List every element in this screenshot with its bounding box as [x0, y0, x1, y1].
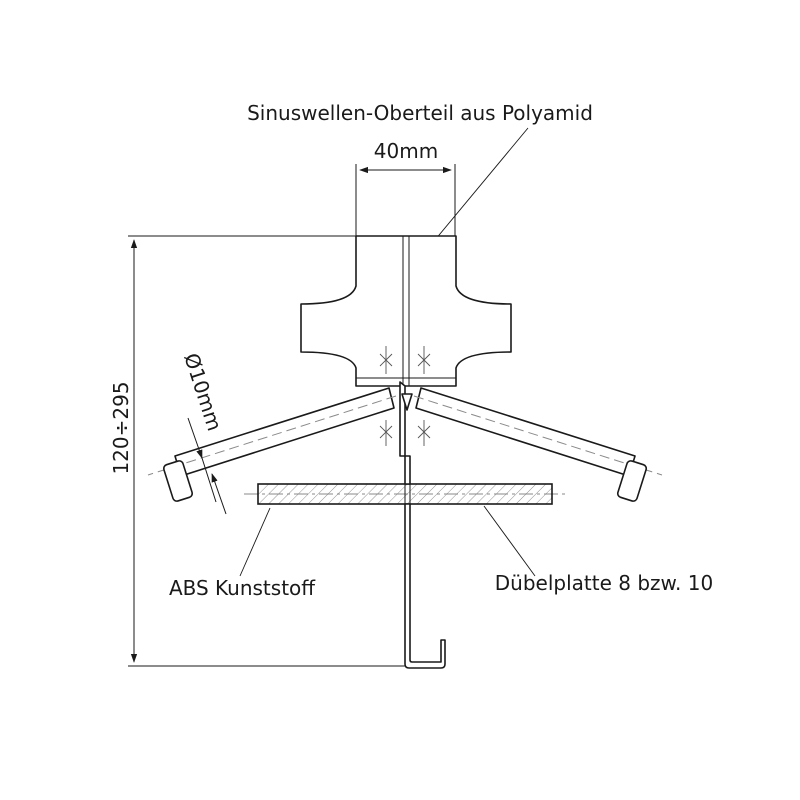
- plastic-leader: [240, 508, 270, 576]
- steel-hook: [400, 382, 445, 668]
- top-part-label: Sinuswellen-Oberteil aus Polyamid: [247, 101, 593, 125]
- dowel-plate-leader: [484, 506, 535, 576]
- width-dimension-label: 40mm: [373, 139, 439, 163]
- width-dimension: [356, 139, 455, 238]
- dowel-plate-label: Dübelplatte 8 bzw. 10: [494, 571, 714, 595]
- diameter-dimension-label: Ø10mm: [179, 350, 227, 434]
- plastic-label: ABS Kunststoff: [168, 576, 316, 600]
- height-dimension-label: 120÷295: [109, 381, 133, 475]
